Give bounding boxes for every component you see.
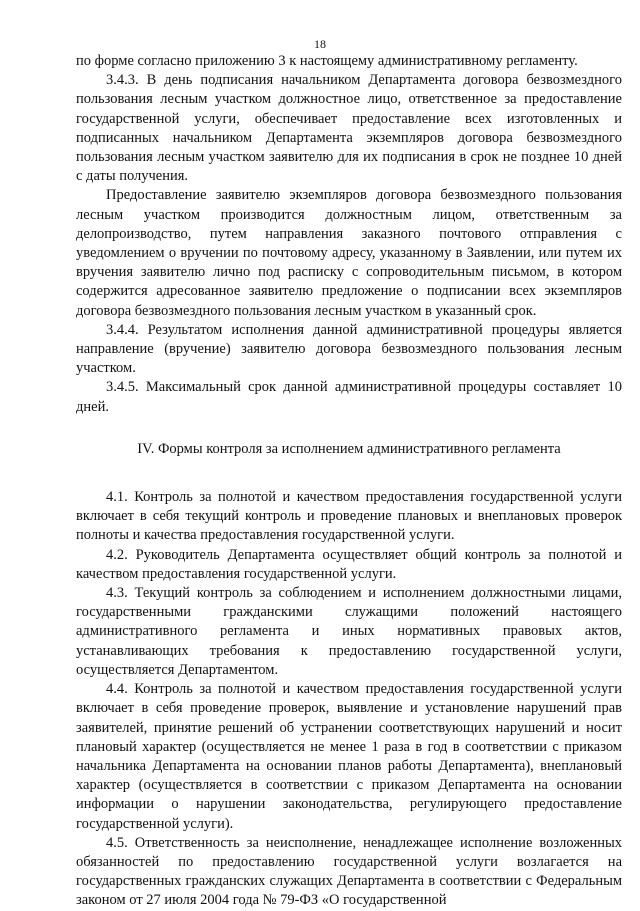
- paragraph-4-3: 4.3. Текущий контроль за соблюдением и исполнением должностными лицами, государственными гражданскими служащими положений настоящего административного регламента и иных нормативных правовых актов, устанавливающих требования к предоставлению государственной услуги, осуществляется Департаментом.: [76, 585, 622, 678]
- paragraph-4-5: 4.5. Ответственность за неисполнение, ненадлежащее исполнение возложенных обязанностей по предоставлению государственной услуги возлагается на государственных гражданских служащих Департамента в соответствии с Федеральным законом от 27 июля 2004 года № 79-ФЗ «О государственной: [76, 834, 622, 909]
- paragraph-4-2: 4.2. Руководитель Департамента осуществляет общий контроль за полнотой и качеством предоставления государственной услуги.: [76, 546, 622, 582]
- document-body: [76, 52, 622, 911]
- paragraph-3-4-3: 3.4.3. В день подписания начальником Департамента договора безвозмездного пользования лесным участком должностное лицо, ответственное за предоставление государственной услуги, обеспечивает предоставление всех изготовленных и подписанных начальником Департамента экземпляров договора безвозмездного пользования лесным участком заявителю для их подписания в срок не позднее 10 дней с даты получения.: [76, 72, 622, 185]
- paragraph-4-1: 4.1. Контроль за полнотой и качеством предоставления государственной услуги включает в себя текущий контроль и проведение плановых и внеплановых проверок полноты и качества предоставления государственной услуги.: [76, 489, 622, 544]
- paragraph-continuation: по форме согласно приложению 3 к настоящему административному регламенту.: [76, 53, 578, 69]
- paragraph-3-4-4: 3.4.4. Результатом исполнения данной административной процедуры является направление (вручение) заявителю договора безвозмездного пользования лесным участком.: [76, 321, 622, 377]
- page-number: 18: [314, 37, 326, 51]
- paragraph-delivery: Предоставление заявителю экземпляров договора безвозмездного пользования лесным участком производится должностным лицом, ответственным за делопроизводство, путем направления заказного почтового отправления с уведомлением о вручении по почтовому адресу, указанному в Заявлении, или путем их вручения заявителю лично под расписку с сопроводительным письмом, в котором содержится адресованное заявителю предложение о подписании всех экземпляров договора безвозмездного пользования лесным участком в указанный срок.: [76, 187, 622, 319]
- paragraph-4-4: 4.4. Контроль за полнотой и качеством предоставления государственной услуги включает в себя проведение проверок, выявление и установление нарушений прав заявителей, принятие решений об устранении соответствующих нарушений и носит плановый характер (осуществляется не менее 1 раза в год в соответствии с приказом начальника Департамента на основании планов работы Департамента), внеплановый характер (осуществляется в соответствии с приказом Департамента на основании информации о нарушении законодательства, регулирующего предоставление государственной услуги).: [76, 681, 622, 832]
- section-heading: IV. Формы контроля за исполнением административного регламента: [137, 440, 561, 457]
- paragraph-3-4-5: 3.4.5. Максимальный срок данной административной процедуры составляет 10 дней.: [76, 379, 622, 415]
